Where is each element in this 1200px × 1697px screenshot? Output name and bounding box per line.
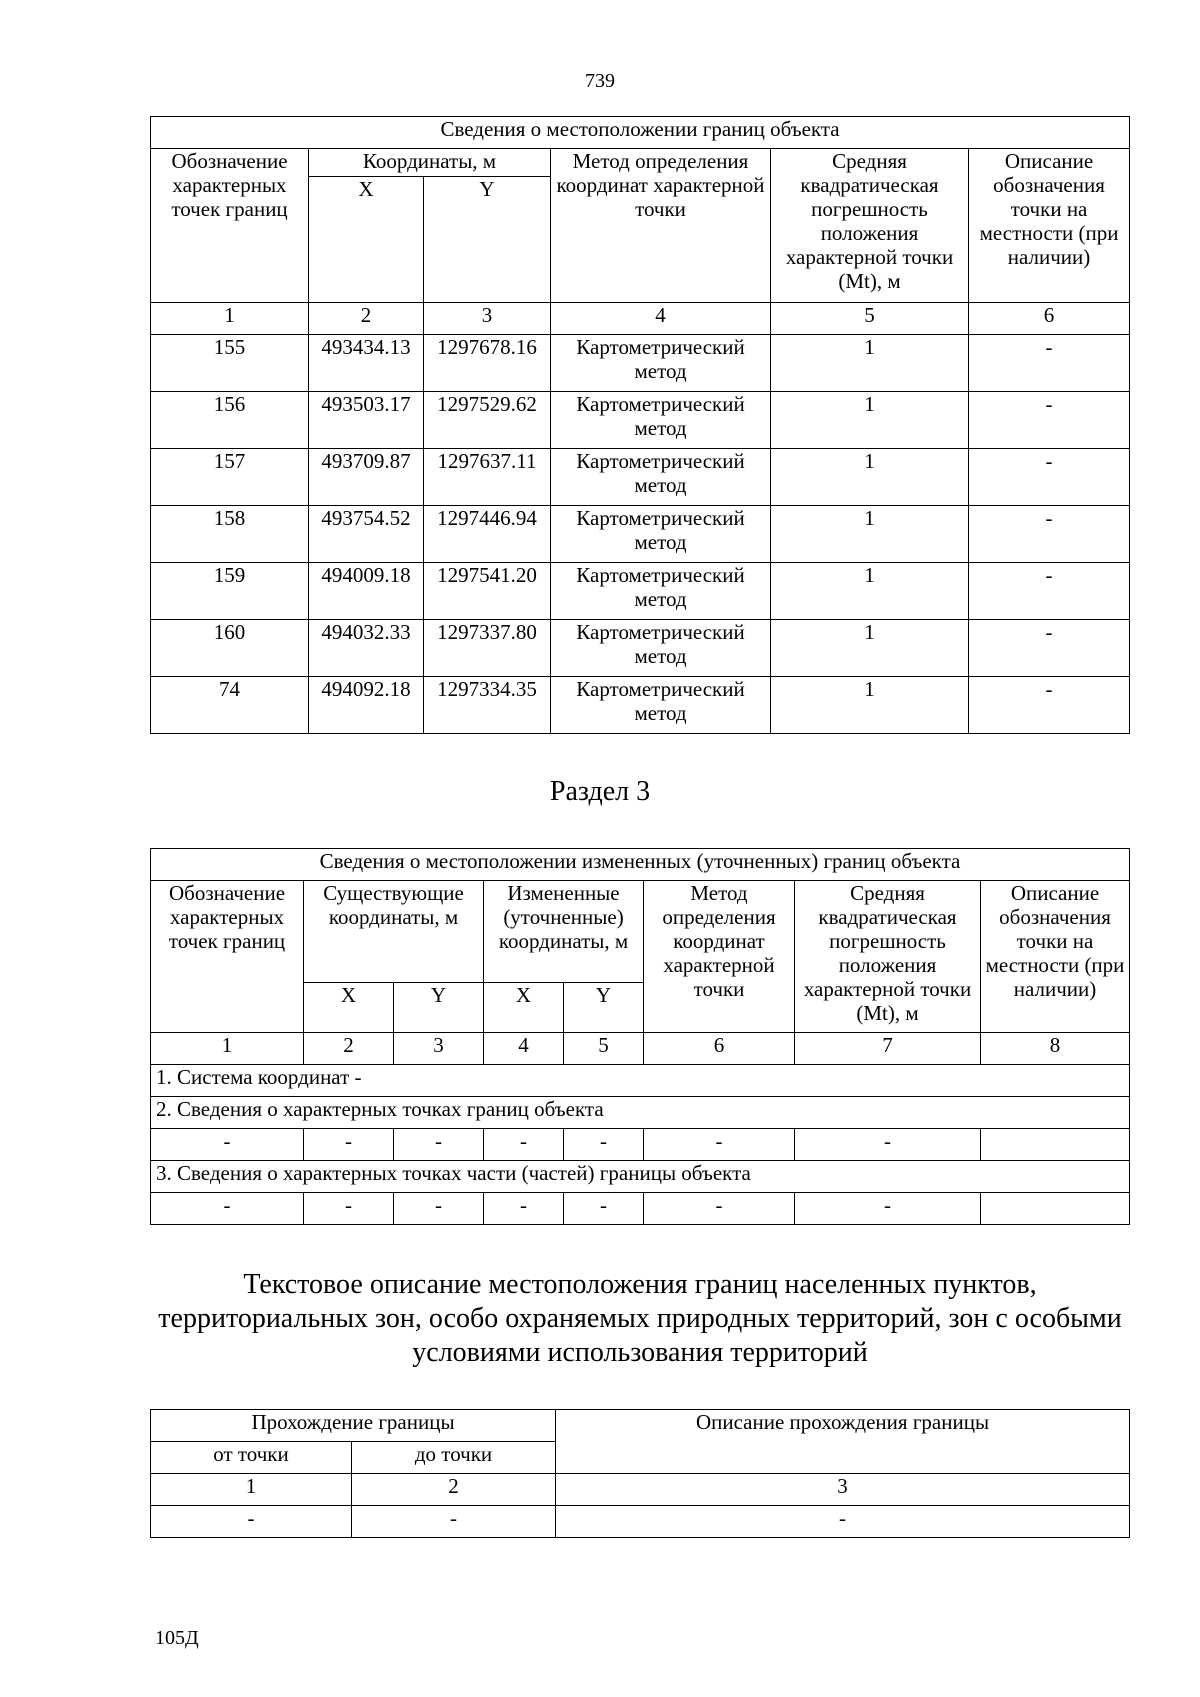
coord-x: 494009.18 xyxy=(309,563,424,620)
section-heading: Раздел 3 xyxy=(549,776,651,807)
col-number: 7 xyxy=(795,1033,981,1065)
col-number: 4 xyxy=(484,1033,564,1065)
text-description-title: Текстовое описание местоположения границ населенных пунктов, территориальных зон, особо охраняемых природных территорий, зон с особыми условиями использования территорий xyxy=(158,1269,1122,1368)
header-passage: Прохождение границы xyxy=(151,1410,556,1442)
header-existing-y: Y xyxy=(394,983,484,1033)
error: 1 xyxy=(771,677,969,734)
coord-x: 493503.17 xyxy=(309,392,424,449)
header-existing-x: X xyxy=(304,983,394,1033)
error: 1 xyxy=(771,620,969,677)
table-row xyxy=(151,392,1130,449)
empty-cell: - xyxy=(151,1193,304,1225)
point-id: 158 xyxy=(151,506,309,563)
empty-cell: - xyxy=(304,1129,394,1161)
empty-cell: - xyxy=(484,1193,564,1225)
header-changed-x: X xyxy=(484,983,564,1033)
header-changed-y: Y xyxy=(564,983,644,1033)
boundary-passage-table xyxy=(150,1409,1130,1538)
empty-cell: - xyxy=(352,1506,556,1538)
col-number: 2 xyxy=(352,1474,556,1506)
part-boundary-section-row: 3. Сведения о характерных точках части (частей) границы объекта xyxy=(151,1161,1130,1193)
error: 1 xyxy=(771,449,969,506)
changed-boundaries-table xyxy=(150,848,1130,1225)
table-row xyxy=(151,449,1130,506)
table-row xyxy=(151,506,1130,563)
header-y: Y xyxy=(424,177,551,303)
col-number: 6 xyxy=(644,1033,795,1065)
coord-y: 1297334.35 xyxy=(424,677,551,734)
header-description: Описание обозначения точки на местности (при наличии) xyxy=(969,149,1130,303)
empty-cell xyxy=(981,1193,1130,1225)
col-number: 1 xyxy=(151,1474,352,1506)
col-number: 1 xyxy=(151,303,309,335)
header-error: Средняя квадратическая погрешность положения характерной точки (Mt), м xyxy=(771,149,969,303)
method: Картометрический метод xyxy=(551,335,771,392)
page-number: 739 xyxy=(585,70,615,92)
header-error: Средняя квадратическая погрешность положения характерной точки (Mt), м xyxy=(795,881,981,1033)
footer-code: 105Д xyxy=(155,1627,199,1649)
empty-cell: - xyxy=(151,1129,304,1161)
header-coords: Координаты, м xyxy=(309,149,551,177)
header-to: до точки xyxy=(352,1442,556,1474)
empty-cell: - xyxy=(644,1129,795,1161)
header-method: Метод определения координат характерной точки xyxy=(644,881,795,1033)
description: - xyxy=(969,392,1130,449)
coordinate-system-row: 1. Система координат - xyxy=(151,1065,1130,1097)
method: Картометрический метод xyxy=(551,449,771,506)
header-passage-description: Описание прохождения границы xyxy=(556,1410,1130,1474)
method: Картометрический метод xyxy=(551,620,771,677)
header-point: Обозначение характерных точек границ xyxy=(151,881,304,1033)
col-number: 2 xyxy=(309,303,424,335)
empty-cell: - xyxy=(484,1129,564,1161)
empty-cell: - xyxy=(556,1506,1130,1538)
header-existing: Существующие координаты, м xyxy=(304,881,484,983)
point-id: 74 xyxy=(151,677,309,734)
empty-cell: - xyxy=(564,1129,644,1161)
description: - xyxy=(969,677,1130,734)
header-changed: Измененные (уточненные) координаты, м xyxy=(484,881,644,983)
boundary-points-section-row: 2. Сведения о характерных точках границ объекта xyxy=(151,1097,1130,1129)
coord-y: 1297678.16 xyxy=(424,335,551,392)
col-number: 6 xyxy=(969,303,1130,335)
point-id: 156 xyxy=(151,392,309,449)
method: Картометрический метод xyxy=(551,506,771,563)
method: Картометрический метод xyxy=(551,563,771,620)
col-number: 3 xyxy=(394,1033,484,1065)
description: - xyxy=(969,620,1130,677)
point-id: 155 xyxy=(151,335,309,392)
error: 1 xyxy=(771,563,969,620)
empty-cell: - xyxy=(394,1129,484,1161)
col-number: 5 xyxy=(564,1033,644,1065)
col-number: 3 xyxy=(424,303,551,335)
description: - xyxy=(969,335,1130,392)
col-number: 8 xyxy=(981,1033,1130,1065)
header-description: Описание обозначения точки на местности (при наличии) xyxy=(981,881,1130,1033)
error: 1 xyxy=(771,392,969,449)
point-id: 157 xyxy=(151,449,309,506)
header-point: Обозначение характерных точек границ xyxy=(151,149,309,303)
header-x: X xyxy=(309,177,424,303)
method: Картометрический метод xyxy=(551,392,771,449)
table1-caption: Сведения о местоположении границ объекта xyxy=(151,117,1130,149)
table-row xyxy=(151,1193,1130,1225)
coord-y: 1297446.94 xyxy=(424,506,551,563)
coord-x: 493709.87 xyxy=(309,449,424,506)
coord-x: 494032.33 xyxy=(309,620,424,677)
empty-cell: - xyxy=(795,1193,981,1225)
empty-cell: - xyxy=(304,1193,394,1225)
error: 1 xyxy=(771,506,969,563)
col-number: 1 xyxy=(151,1033,304,1065)
header-method: Метод определения координат характерной точки xyxy=(551,149,771,303)
error: 1 xyxy=(771,335,969,392)
method: Картометрический метод xyxy=(551,677,771,734)
description: - xyxy=(969,449,1130,506)
table-row xyxy=(151,1506,1130,1538)
empty-cell: - xyxy=(394,1193,484,1225)
table2-caption: Сведения о местоположении измененных (уточненных) границ объекта xyxy=(151,849,1130,881)
col-number: 4 xyxy=(551,303,771,335)
table-row xyxy=(151,677,1130,734)
empty-cell: - xyxy=(564,1193,644,1225)
empty-cell xyxy=(981,1129,1130,1161)
point-id: 160 xyxy=(151,620,309,677)
table-row xyxy=(151,335,1130,392)
col-number: 2 xyxy=(304,1033,394,1065)
table-row xyxy=(151,620,1130,677)
coord-y: 1297541.20 xyxy=(424,563,551,620)
table-row xyxy=(151,563,1130,620)
coord-y: 1297337.80 xyxy=(424,620,551,677)
point-id: 159 xyxy=(151,563,309,620)
table-row xyxy=(151,1129,1130,1161)
empty-cell: - xyxy=(795,1129,981,1161)
coord-x: 494092.18 xyxy=(309,677,424,734)
coord-x: 493754.52 xyxy=(309,506,424,563)
col-number: 5 xyxy=(771,303,969,335)
coord-y: 1297637.11 xyxy=(424,449,551,506)
header-from: от точки xyxy=(151,1442,352,1474)
boundary-points-table xyxy=(150,116,1130,734)
coord-x: 493434.13 xyxy=(309,335,424,392)
empty-cell: - xyxy=(151,1506,352,1538)
empty-cell: - xyxy=(644,1193,795,1225)
description: - xyxy=(969,506,1130,563)
coord-y: 1297529.62 xyxy=(424,392,551,449)
description: - xyxy=(969,563,1130,620)
col-number: 3 xyxy=(556,1474,1130,1506)
